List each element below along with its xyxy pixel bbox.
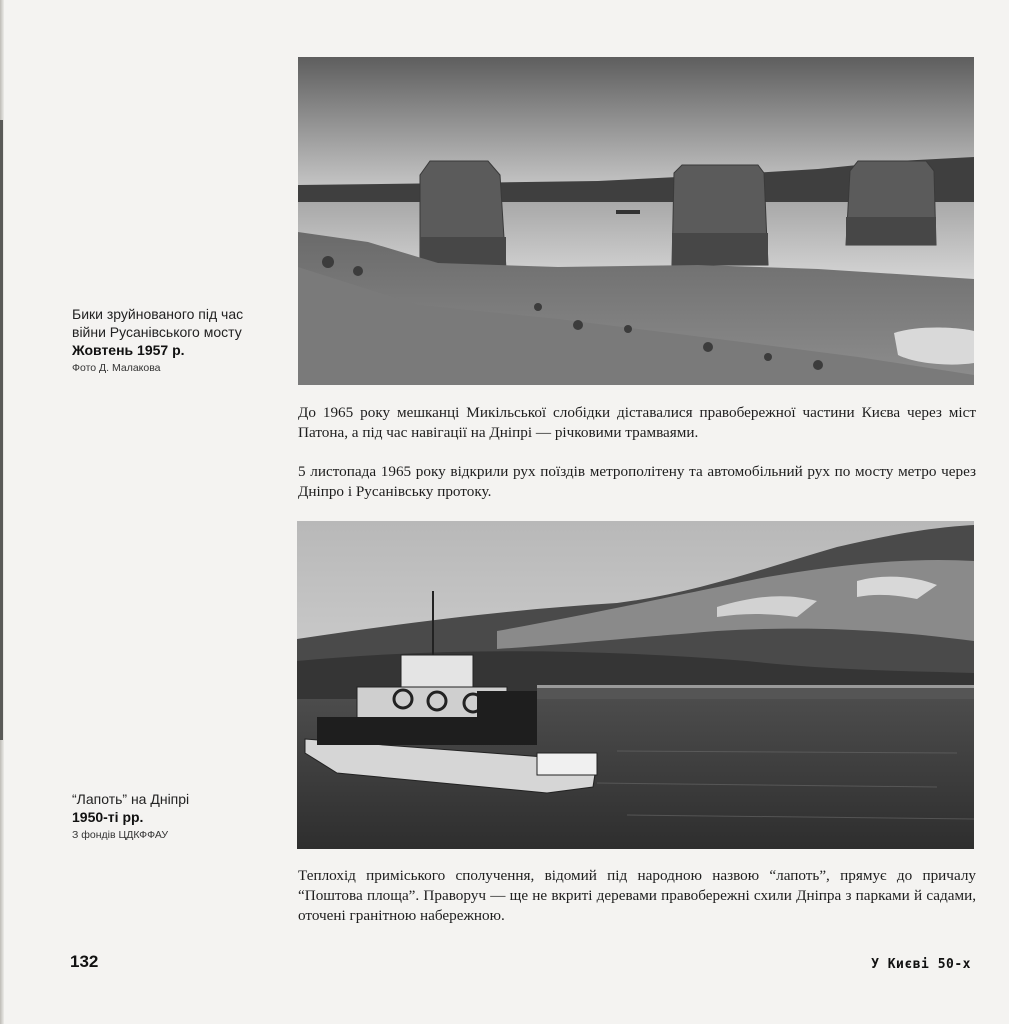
photo-bridge-piers <box>298 57 974 385</box>
photo1-date: Жовтень 1957 р. <box>72 342 185 358</box>
paragraph-lapot-description: Теплохід приміського сполучення, відомий під народною назвою “лапоть”, прямує до причалу “Поштова площа”. Праворуч — ще не вкриті деревами правобережні схили Дніпра з парками й садами, оточені гранітною набережною. <box>298 867 976 924</box>
photo2-caption-line: “Лапоть” на Дніпрі <box>72 791 190 807</box>
photo1-caption-line: війни Русанівського мосту <box>72 324 242 340</box>
photo2-credit: З фондів ЦДКФФАУ <box>72 829 169 841</box>
photo1-caption <box>72 305 272 376</box>
photo1-caption-line: Бики зруйнованого під час <box>72 306 244 322</box>
running-head: У Києві 50-х <box>871 957 971 972</box>
paragraph-transport-before-1965: До 1965 року мешканці Микільської слобідки діставалися правобережної частини Києва через міст Патона, а під час навігації на Дніпрі — річковими трамваями. <box>298 404 976 441</box>
facing-page-edge <box>0 120 3 740</box>
photo2-date: 1950-ті рр. <box>72 809 144 825</box>
paragraph-metro-bridge-1965: 5 листопада 1965 року відкрили рух поїздів метрополітену та автомобільний рух по мосту метро через Дніпро і Русанівську протоку. <box>298 463 976 500</box>
bridge-piers-image <box>298 57 974 385</box>
photo-riverboat <box>297 521 974 849</box>
photo2-caption <box>72 790 272 843</box>
riverboat-image <box>297 521 974 849</box>
photo1-credit: Фото Д. Малакова <box>72 362 161 374</box>
page-number: 132 <box>70 952 99 971</box>
